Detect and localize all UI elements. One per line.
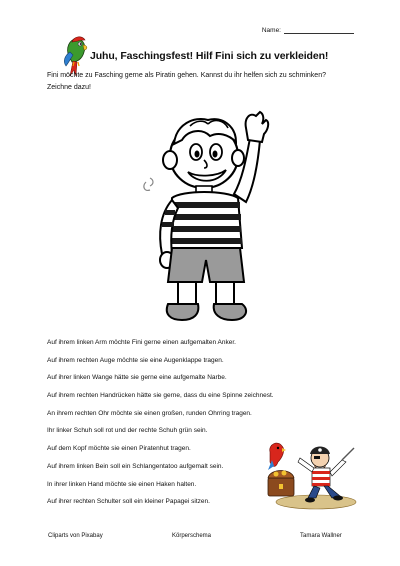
instruction-list bbox=[47, 338, 274, 515]
name-field bbox=[262, 26, 354, 34]
intro-line-2: Zeichne dazu! bbox=[47, 84, 91, 91]
instruction-item: Ihr linker Schuh soll rot und der rechte Schuh grün sein. bbox=[47, 427, 208, 435]
instruction-item: Auf ihrem linken Bein soll ein Schlangentatoo aufgemalt sein. bbox=[47, 462, 224, 470]
footer-topic: Körperschema bbox=[172, 533, 212, 539]
instruction-item: In ihrer linken Hand möchte sie einen Haken halten. bbox=[47, 480, 197, 488]
instruction-item: Auf dem Kopf möchte sie einen Piratenhut tragen. bbox=[47, 445, 191, 453]
instruction-item: Auf ihrem rechten Handrücken hätte sie gerne, dass du eine Spinne zeichnest. bbox=[47, 392, 274, 400]
fini-figure-illustration[interactable] bbox=[138, 110, 288, 325]
worksheet-title: Juhu, Faschingsfest! Hilf Fini sich zu verkleiden! bbox=[90, 50, 329, 62]
instruction-item: Auf ihrem linken Arm möchte Fini gerne einen aufgemalten Anker. bbox=[47, 339, 236, 346]
instruction-item: An ihrem rechten Ohr möchte sie einen großen, runden Ohrring tragen. bbox=[47, 409, 252, 417]
intro-text bbox=[47, 70, 357, 94]
pirate-treasure-illustration bbox=[258, 438, 358, 510]
intro-line-1: Fini möchte zu Fasching gerne als Piratin gehen. Kannst du ihr helfen sich zu schminken? bbox=[47, 72, 326, 79]
footer-author: Tamara Wallner bbox=[300, 533, 342, 539]
name-label: Name: bbox=[261, 27, 281, 34]
instruction-item: Auf ihrer rechten Schulter soll ein kleiner Papagei sitzen. bbox=[47, 498, 210, 506]
instruction-item: Auf ihrem rechten Auge möchte sie eine Augenklappe tragen. bbox=[47, 356, 224, 364]
footer-credit: Cliparts von Pixabay bbox=[48, 533, 103, 539]
instruction-item: Auf ihrer linken Wange hätte sie gerne eine aufgemalte Narbe. bbox=[47, 374, 227, 382]
name-line[interactable] bbox=[284, 26, 354, 34]
